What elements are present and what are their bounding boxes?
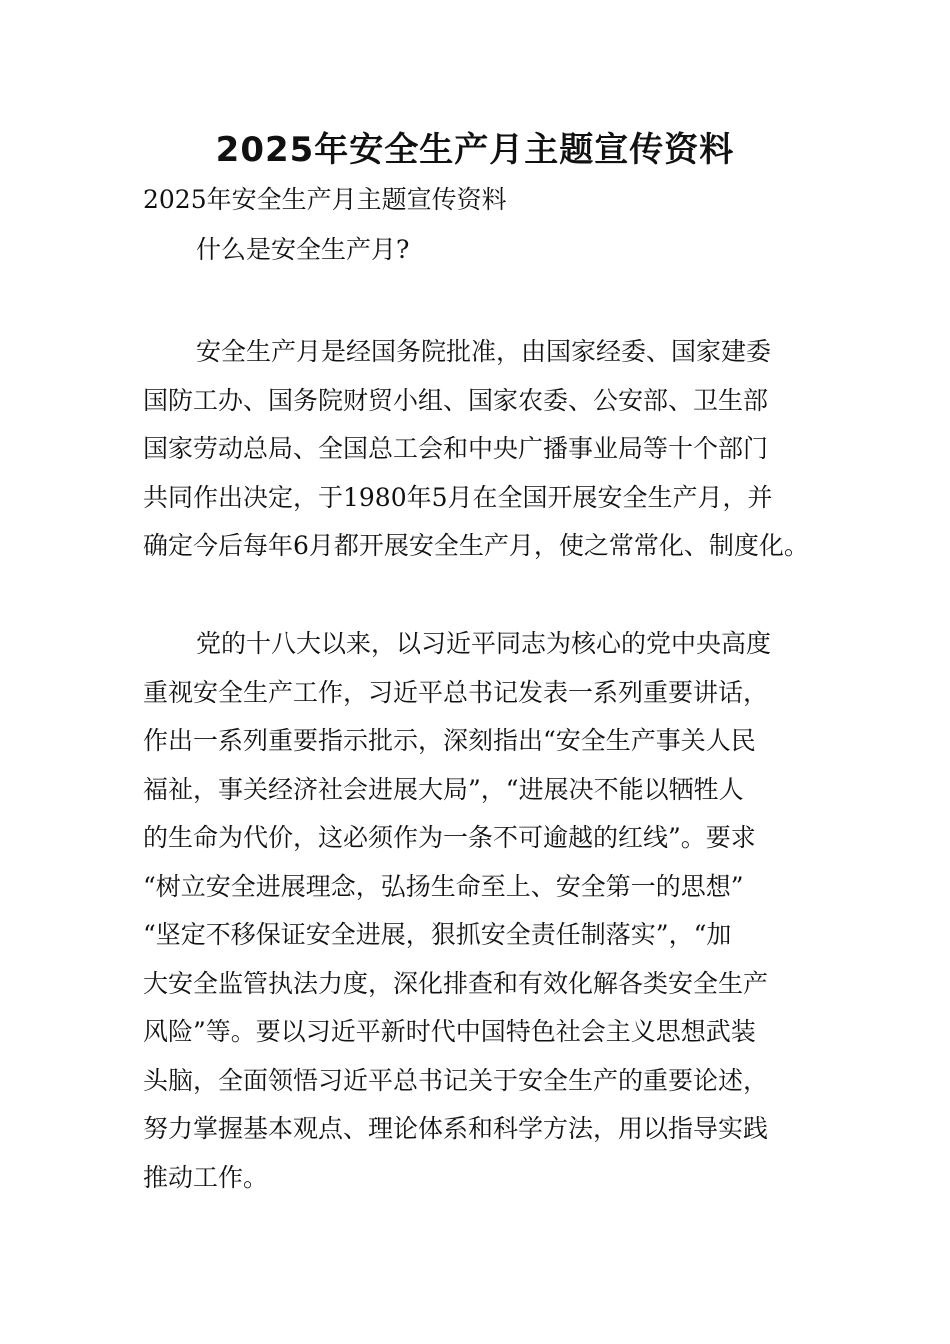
paragraph-line: 风险”等。要以习近平新时代中国特色社会主义思想武装: [143, 1017, 756, 1046]
paragraph-line: 国家劳动总局、全国总工会和中央广播事业局等十个部门: [143, 434, 769, 463]
paragraph-line: 的生命为代价，这必须作为一条不可逾越的红线”。要求: [143, 823, 756, 852]
paragraph-intro: [143, 328, 811, 571]
paragraph-party: [143, 620, 811, 1202]
document-title: 2025年安全生产月主题宣传资料: [215, 130, 735, 170]
paragraph-line: “树立安全进展理念，弘扬生命至上、安全第一的思想”: [143, 871, 744, 901]
paragraph-line: 国防工办、国务院财贸小组、国家农委、公安部、卫生部: [143, 385, 769, 415]
paragraph-line: 推动工作。: [143, 1162, 269, 1192]
paragraph-line: 作出一系列重要指示批示，深刻指出“安全生产事关人民: [143, 726, 756, 755]
paragraph-line: 努力掌握基本观点、理论体系和科学方法，用以指导实践: [143, 1114, 769, 1143]
section-question: 什么是安全生产月?: [196, 235, 410, 264]
paragraph-line: 党的十八大以来，以习近平同志为核心的党中央高度: [196, 629, 772, 658]
paragraph-line: 确定今后每年6月都开展安全生产月，使之常常化、制度化。: [143, 531, 809, 560]
paragraph-line: 安全生产月是经国务院批准，由国家经委、国家建委: [196, 337, 772, 366]
paragraph-line: “坚定不移保证安全进展，狠抓安全责任制落实”，“加: [143, 920, 732, 949]
paragraph-line: 头脑，全面领悟习近平总书记关于安全生产的重要论述，: [143, 1065, 769, 1095]
paragraph-line: 大安全监管执法力度，深化排查和有效化解各类安全生产: [143, 968, 769, 998]
paragraph-line: 重视安全生产工作，习近平总书记发表一系列重要讲话，: [143, 677, 769, 707]
document-subtitle: 2025年安全生产月主题宣传资料: [143, 185, 507, 214]
paragraph-line: 共同作出决定，于1980年5月在全国开展安全生产月，并: [143, 482, 773, 512]
paragraph-line: 福祉，事关经济社会进展大局”，“进展决不能以牺牲人: [143, 774, 744, 804]
